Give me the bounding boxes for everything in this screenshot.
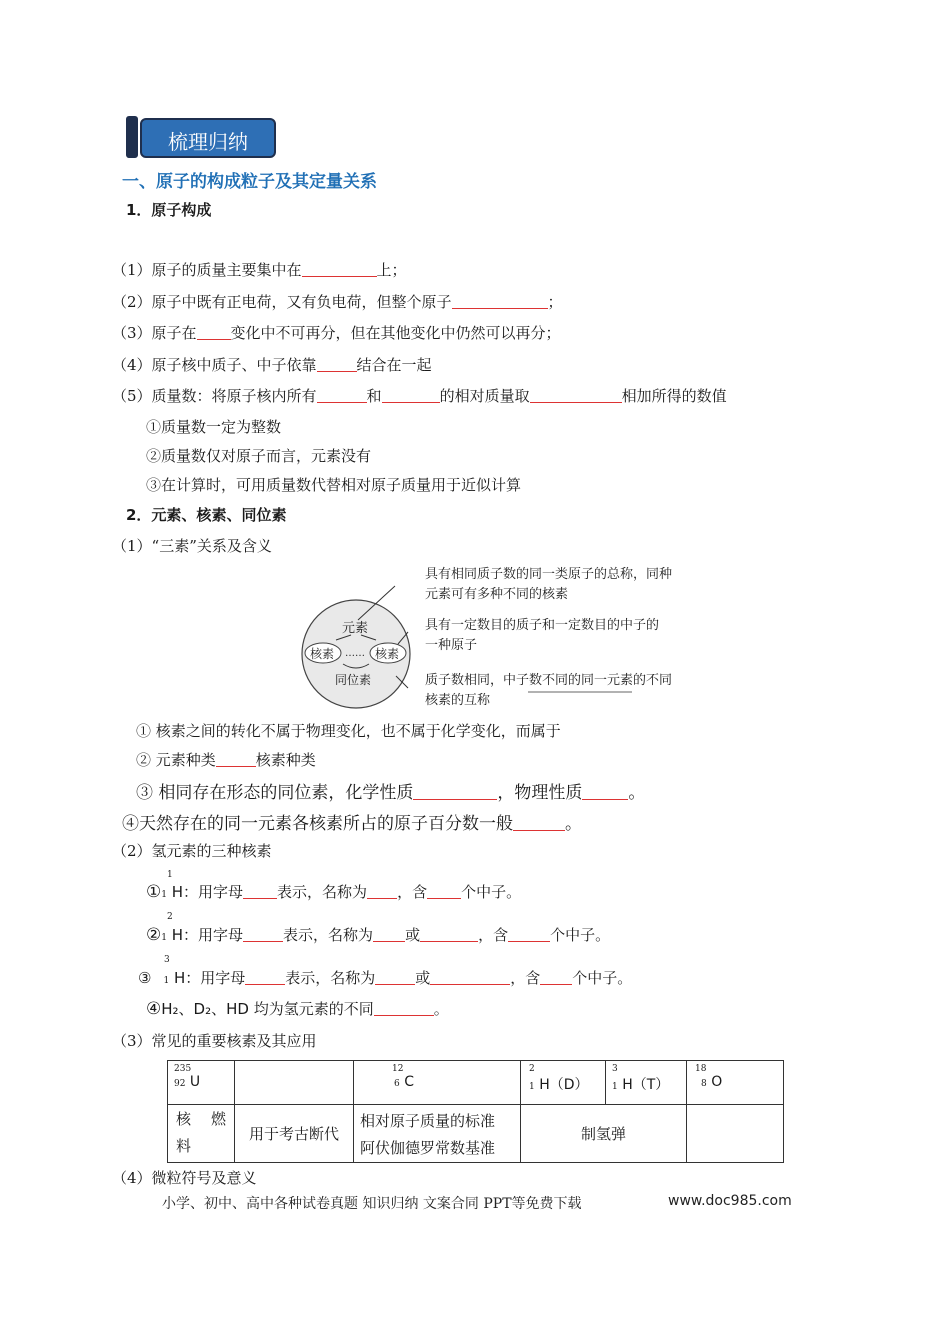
fact-3-mid: ，物理性质: [497, 783, 583, 803]
hydrogen-2-d: ，含: [478, 926, 509, 944]
blank: [197, 324, 231, 340]
atomic-number: 6: [394, 1079, 400, 1089]
cell-use-nuclear-fuel: [168, 1105, 235, 1163]
blank: [317, 387, 367, 403]
blank: [413, 782, 497, 800]
hydrogen-3-b: 表示，名称为: [285, 969, 376, 987]
hydrogen-1-text: H：用字母: [171, 883, 244, 901]
label-dots: ……: [345, 648, 365, 659]
hydrogen-2-text: H：用字母: [171, 926, 244, 944]
item-4-text: （4）原子核中质子、中子依靠: [112, 356, 317, 374]
item-3-text: （3）原子在: [112, 324, 197, 342]
fact-3: [136, 778, 645, 803]
banner-plate: [140, 118, 276, 158]
use-text: 相对原子质量的标准: [360, 1111, 496, 1130]
hydrogen-4-text: H₂、D₂、HD 均为氢元素的不同: [161, 1000, 374, 1018]
fact-2: [136, 749, 316, 770]
nuclide-table: [167, 1060, 784, 1163]
fact-4-tail: 。: [565, 814, 582, 834]
atomic-number: 1: [161, 933, 167, 943]
mass-number: 2: [529, 1064, 535, 1074]
label-nuclide-right: 核素: [375, 647, 400, 661]
hydrogen-3-text: H：用字母: [173, 969, 246, 987]
section-1-title: 一、原子的构成粒子及其定量关系: [122, 172, 377, 192]
use-text: 料: [176, 1137, 192, 1155]
mass-number: 18: [695, 1064, 707, 1074]
fact-2-text: ② 元素种类: [136, 751, 216, 769]
desc-isotope-1: 质子数相同，中子数不同的同一元素的不同: [425, 673, 673, 688]
blank: [420, 926, 478, 942]
part-1-title: （1）“三素”关系及含义: [112, 537, 272, 555]
item-3: [112, 322, 561, 343]
blank: [375, 969, 415, 985]
blank: [373, 926, 405, 942]
desc-element-1: 具有相同质子数的同一类原子的总称，同种: [425, 567, 673, 582]
fact-1: ① 核素之间的转化不属于物理变化，也不属于化学变化，而属于: [136, 722, 561, 740]
marker-2: ②: [146, 925, 162, 945]
use-text: 阿伏伽德罗常数基准: [360, 1138, 496, 1157]
item-5-tail: 相加所得的数值: [621, 387, 727, 405]
part-2-title: （2）氢元素的三种核素: [112, 842, 272, 860]
item-2: [112, 291, 563, 312]
note-2: ②质量数仅对原子而言，元素没有: [146, 447, 372, 465]
item-2-text: （2）原子中既有正电荷，又有负电荷，但整个原子: [112, 293, 452, 311]
desc-element-2: 元素可有多种不同的核素: [425, 587, 569, 602]
section-banner: [126, 116, 276, 158]
blank: [216, 751, 256, 767]
part-3-title: （3）常见的重要核素及其应用: [112, 1032, 317, 1050]
note-1: ①质量数一定为整数: [146, 418, 282, 436]
blank: [427, 883, 461, 899]
symbol: H（D）: [539, 1077, 589, 1093]
hydrogen-3-c: 或: [415, 969, 431, 987]
mass-number: 12: [392, 1064, 404, 1074]
fact-3-tail: 。: [628, 783, 646, 803]
cell-empty: [235, 1061, 354, 1105]
hydrogen-2-b: 表示，名称为: [283, 926, 374, 944]
blank: [540, 969, 572, 985]
use-text: 核: [176, 1110, 192, 1128]
atomic-number: 1: [161, 890, 167, 900]
fact-4: [122, 809, 582, 834]
mass-number: 235: [174, 1064, 192, 1074]
mass-number: 3: [164, 955, 170, 965]
symbol: C: [404, 1074, 414, 1090]
blank: [530, 387, 622, 403]
footer-text: 小学、初中、高中各种试卷真题 知识归纳 文案合同 PPT等免费下载: [162, 1196, 582, 1212]
hydrogen-4-tail: 。: [433, 1000, 449, 1018]
blank: [374, 1000, 434, 1016]
blank: [382, 387, 440, 403]
hydrogen-1-c: ，含: [397, 883, 428, 901]
item-5-and: 和: [366, 387, 382, 405]
fact-4-text: ④天然存在的同一元素各核素所占的原子百分数一般: [122, 814, 513, 834]
cell-c12: [354, 1061, 521, 1105]
cell-u235: [168, 1061, 235, 1105]
hydrogen-2-e: 个中子。: [550, 926, 611, 944]
hydrogen-2: [146, 924, 610, 945]
cell-use-dating: 用于考古断代: [235, 1105, 354, 1163]
blank: [508, 926, 550, 942]
blank: [317, 356, 357, 372]
item-2-tail: ；: [547, 293, 563, 311]
table-row: [168, 1061, 784, 1105]
blank: [452, 293, 548, 309]
symbol: H（T）: [622, 1077, 670, 1093]
item-4: [112, 354, 432, 375]
hydrogen-1-b: 表示，名称为: [277, 883, 368, 901]
hydrogen-1: [146, 881, 521, 902]
marker-3: ③: [138, 969, 152, 987]
symbol: O: [711, 1074, 723, 1090]
blank: [245, 969, 285, 985]
cell-use-hbomb: 制氢弹: [521, 1105, 687, 1163]
item-5-mid: 的相对质量取: [439, 387, 530, 405]
use-text: 燃: [210, 1110, 226, 1128]
item-4-tail: 结合在一起: [356, 356, 432, 374]
hydrogen-4: [146, 998, 449, 1019]
label-nuclide-left: 核素: [310, 647, 335, 661]
note-3: ③在计算时，可用质量数代替相对原子质量用于近似计算: [146, 476, 522, 494]
blank: [430, 969, 510, 985]
banner-label: 梳理归纳: [168, 130, 248, 154]
cell-empty: [687, 1105, 784, 1163]
cell-use-standard: [354, 1105, 521, 1163]
three-elements-diagram: [300, 560, 695, 710]
item-1-tail: 上；: [376, 261, 407, 279]
blank: [302, 261, 377, 277]
mass-number: 2: [167, 912, 173, 922]
item-1-text: （1）原子的质量主要集中在: [112, 261, 302, 279]
blank: [243, 926, 283, 942]
label-element: 元素: [342, 621, 369, 636]
banner-bar: [126, 116, 138, 158]
atomic-number: 1: [163, 976, 170, 986]
fact-2-tail: 核素种类: [255, 751, 316, 769]
atomic-number: 8: [701, 1079, 707, 1089]
marker-4: ④: [146, 999, 162, 1019]
atomic-number: 1: [612, 1082, 618, 1092]
atomic-number: 92: [174, 1079, 186, 1089]
subsection-1-title: 1．原子构成: [126, 201, 212, 219]
hydrogen-3: [138, 967, 632, 988]
cell-o18: [687, 1061, 784, 1105]
part-4-title: （4）微粒符号及意义: [112, 1169, 257, 1187]
cell-tritium: [606, 1061, 687, 1105]
marker-1: ①: [146, 882, 162, 902]
item-5-text: （5）质量数：将原子核内所有: [112, 387, 317, 405]
mass-number: 3: [612, 1064, 618, 1074]
blank: [513, 813, 565, 831]
subsection-2-title: 2．元素、核素、同位素: [126, 506, 287, 524]
item-1: [112, 259, 407, 280]
hydrogen-3-e: 个中子。: [572, 969, 633, 987]
symbol: U: [189, 1074, 201, 1090]
blank: [367, 883, 397, 899]
cell-deuterium: [521, 1061, 606, 1105]
footer-link[interactable]: www.doc985.com: [668, 1193, 792, 1209]
desc-nuclide-2: 一种原子: [425, 638, 478, 653]
mass-number: 1: [167, 870, 173, 880]
blank: [243, 883, 277, 899]
blank: [582, 782, 628, 800]
item-3-tail: 变化中不可再分，但在其他变化中仍然可以再分；: [230, 324, 561, 342]
hydrogen-3-d: ，含: [510, 969, 541, 987]
desc-isotope-2: 核素的互称: [425, 693, 491, 708]
label-isotope: 同位素: [335, 673, 372, 687]
desc-nuclide-1: 具有一定数目的质子和一定数目的中子的: [425, 618, 660, 633]
atomic-number: 1: [529, 1082, 535, 1092]
fact-3-text: ③ 相同存在形态的同位素，化学性质: [136, 783, 414, 803]
hydrogen-1-d: 个中子。: [461, 883, 522, 901]
table-row: [168, 1105, 784, 1163]
item-5: [112, 385, 727, 406]
hydrogen-2-c: 或: [405, 926, 421, 944]
